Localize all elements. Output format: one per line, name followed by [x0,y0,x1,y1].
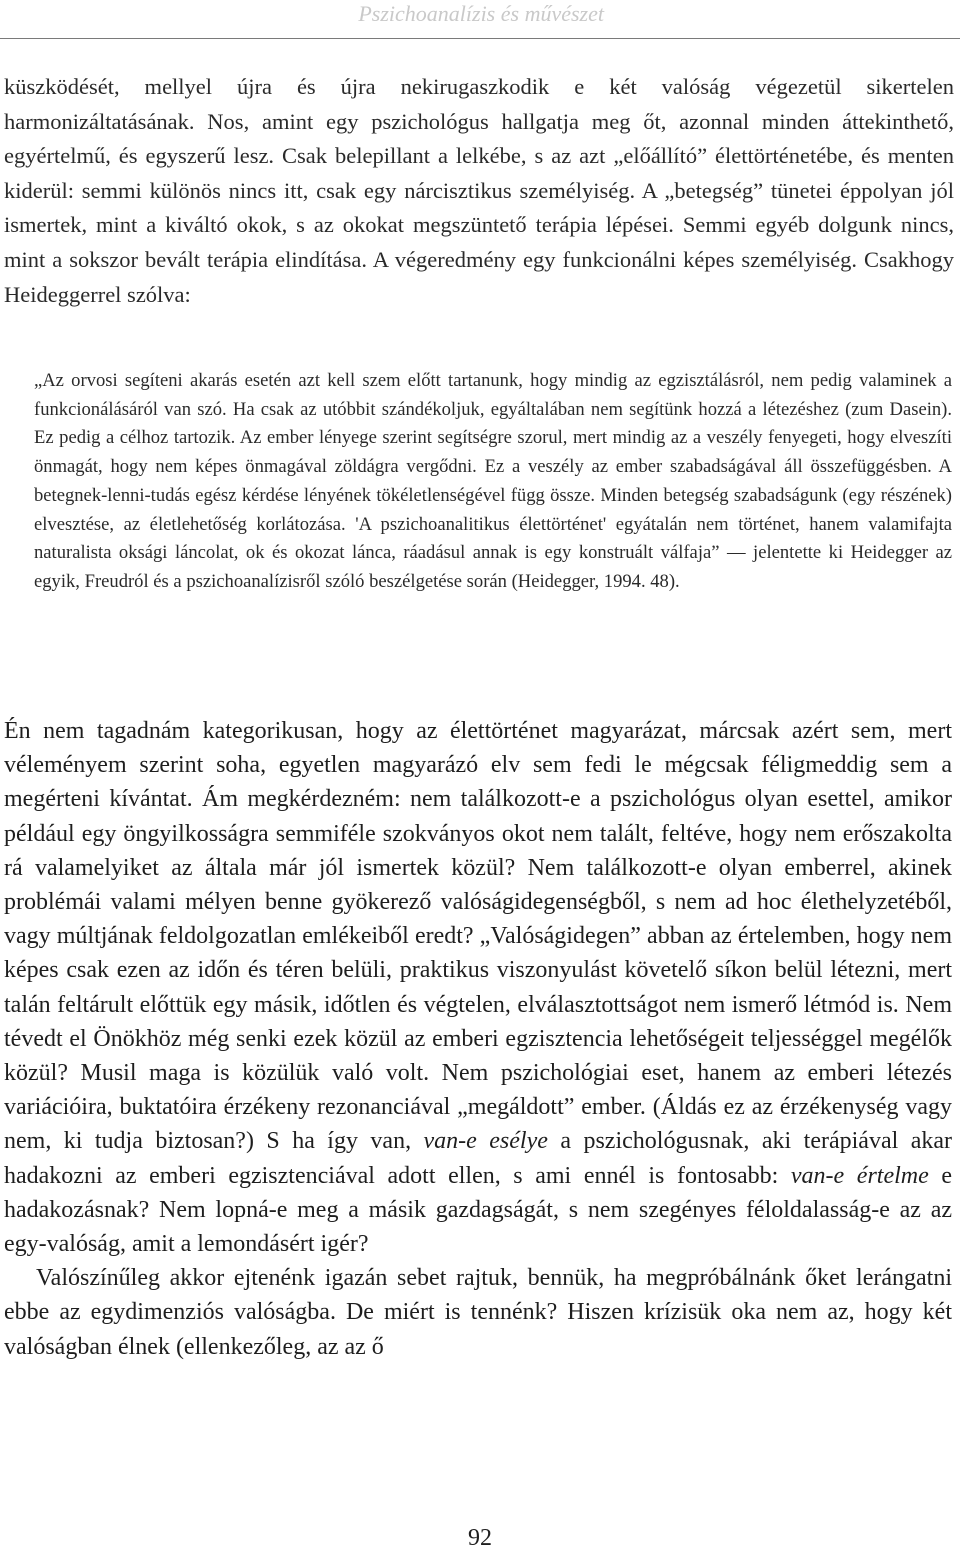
page-number: 92 [468,1525,492,1551]
running-header-title: Pszichoanalízis és művészet [358,1,604,26]
block-quote-heidegger: „Az orvosi segíteni akarás esetén azt kell szem előtt tartanunk, hogy mindig az egzisztálásról, nem pedig valaminek a funkcionálásáról van szó. Ha csak az utóbbit szándékoljuk, egyáltalában nem segítünk hozzá a létezéshez (zum Dasein). Ez pedig a célhoz tartozik. Az ember lényege szerint segítségre szorul, mert mindig az a veszély fenyegeti, hogy elveszíti önmagát, hogy nem képes önmagával zöldágra vergődni. Ez a veszély az ember szabadságával áll összefüggésben. A betegnek-lenni-tudás egész kérdése lényének tökéletlenségével függ össze. Minden betegség szabadságunk (egy részének) elvesztése, az életlehetőség korlátozása. 'A pszichoanalitikus élettörténet' egyátalán nem történet, hanem valamifajta naturalista oksági láncolat, ok és okozat lánca, ráadásul annak is egy konstruált válfaja” — jelentette ki Heidegger az egyik, Freudról és a pszichoanalízisről szóló beszélgetése során (Heidegger, 1994. 48). [34,370,952,592]
body-paragraph-1 [4,714,952,1261]
body-paragraph-2: Valószínűleg akkor ejtenénk igazán sebet rajtuk, bennük, ha megpróbálnánk őket lerángatni ebbe az egydimenziós valóságba. De miért is tennénk? Hiszen krízisük oka nem az, hogy két valóságban élnek (ellenkezőleg, az az ő [4,1265,952,1360]
paragraph-1-text-a: Én nem tagadnám kategorikusan, hogy az élettörténet magyarázat, márcsak azért sem, mert véleményem szerint soha, egyetlen magyarázó elv sem fedi le mégcsak féligmeddig sem a megérteni kívántat. Ám megkérdezném: nem találkozott-e a pszichológus olyan esettel, amikor például egy öngyilkosságra semmiféle szokványos okot nem talált, feltéve, hogy nem erőszakolta rá valamelyiket az általa már jól ismertek közül? Nem találkozott-e olyan emberrel, akinek problémái valami mélyen benne gyökerező valóságidegenségből, s nem ad hoc élethelyzetéből, vagy múltjának feldolgozatlan emlékeiből eredt? „Valóságidegen” abban az értelemben, hogy nem képes csak ezen az időn és téren belüli, praktikus viszonyulást követelő síkon belül létezni, mert talán feltárult előttük egy másik, időtlen és végtelen, elválasztottságot nem ismerő létmód is. Nem tévedt el Önökhöz még senki ezek közül az emberi egzisztencia lehetőségeit teljességgel megélők közül? Musil maga is közülük való volt. Nem pszichológiai eset, hanem az emberi létezés variációira, buktatóira érzékeny rezonanciával „megáldott” ember. (Áldás ez az érzékenység vagy nem, ki tudja biztosan?) S ha így van, [4,718,952,1155]
paragraph-1-text-b: a pszichológusnak, aki terápiával akar hadakozni az emberi egzisztenciával adott ellen, s ami ennél is fontosabb: [4,1128,953,1189]
header-divider [0,38,960,39]
body-paragraph-intro: küszködését, mellyel újra és újra nekirugaszkodik e két valóság végezetül sikertelen harmonizáltatásának. Nos, amint egy pszichológus hallgatja meg őt, azonnal minden áttekinthető, egyértelmű, és egyszerű lesz. Csak belepillant a lelkébe, s az azt „előállító” élettörténetébe, és menten kiderül: semmi különös nincs itt, csak egy nárcisztikus személyiség. A „betegség” tünetei éppolyan jól ismertek, mint a kiváltó okok, s az okokat megszüntető terápia lépései. Semmi egyéb dolgunk nincs, mint a sokszor bevált terápia elindítása. A végeredmény egy funkcionálni képes személyiség. Csakhogy Heideggerrel szólva: [4,74,954,307]
paragraph-1-text-c: e hadakozásnak? Nem lopná-e meg a másik gazdagságát, s nem szegényes féloldalasság-e az az egy-valóság, amit a lemondásért igér? [4,1162,953,1258]
paragraph-1-emphasis-b: van-e értelme [790,1162,929,1189]
paragraph-1-emphasis-a: van-e esélye [423,1128,548,1155]
main-text [4,714,952,1364]
